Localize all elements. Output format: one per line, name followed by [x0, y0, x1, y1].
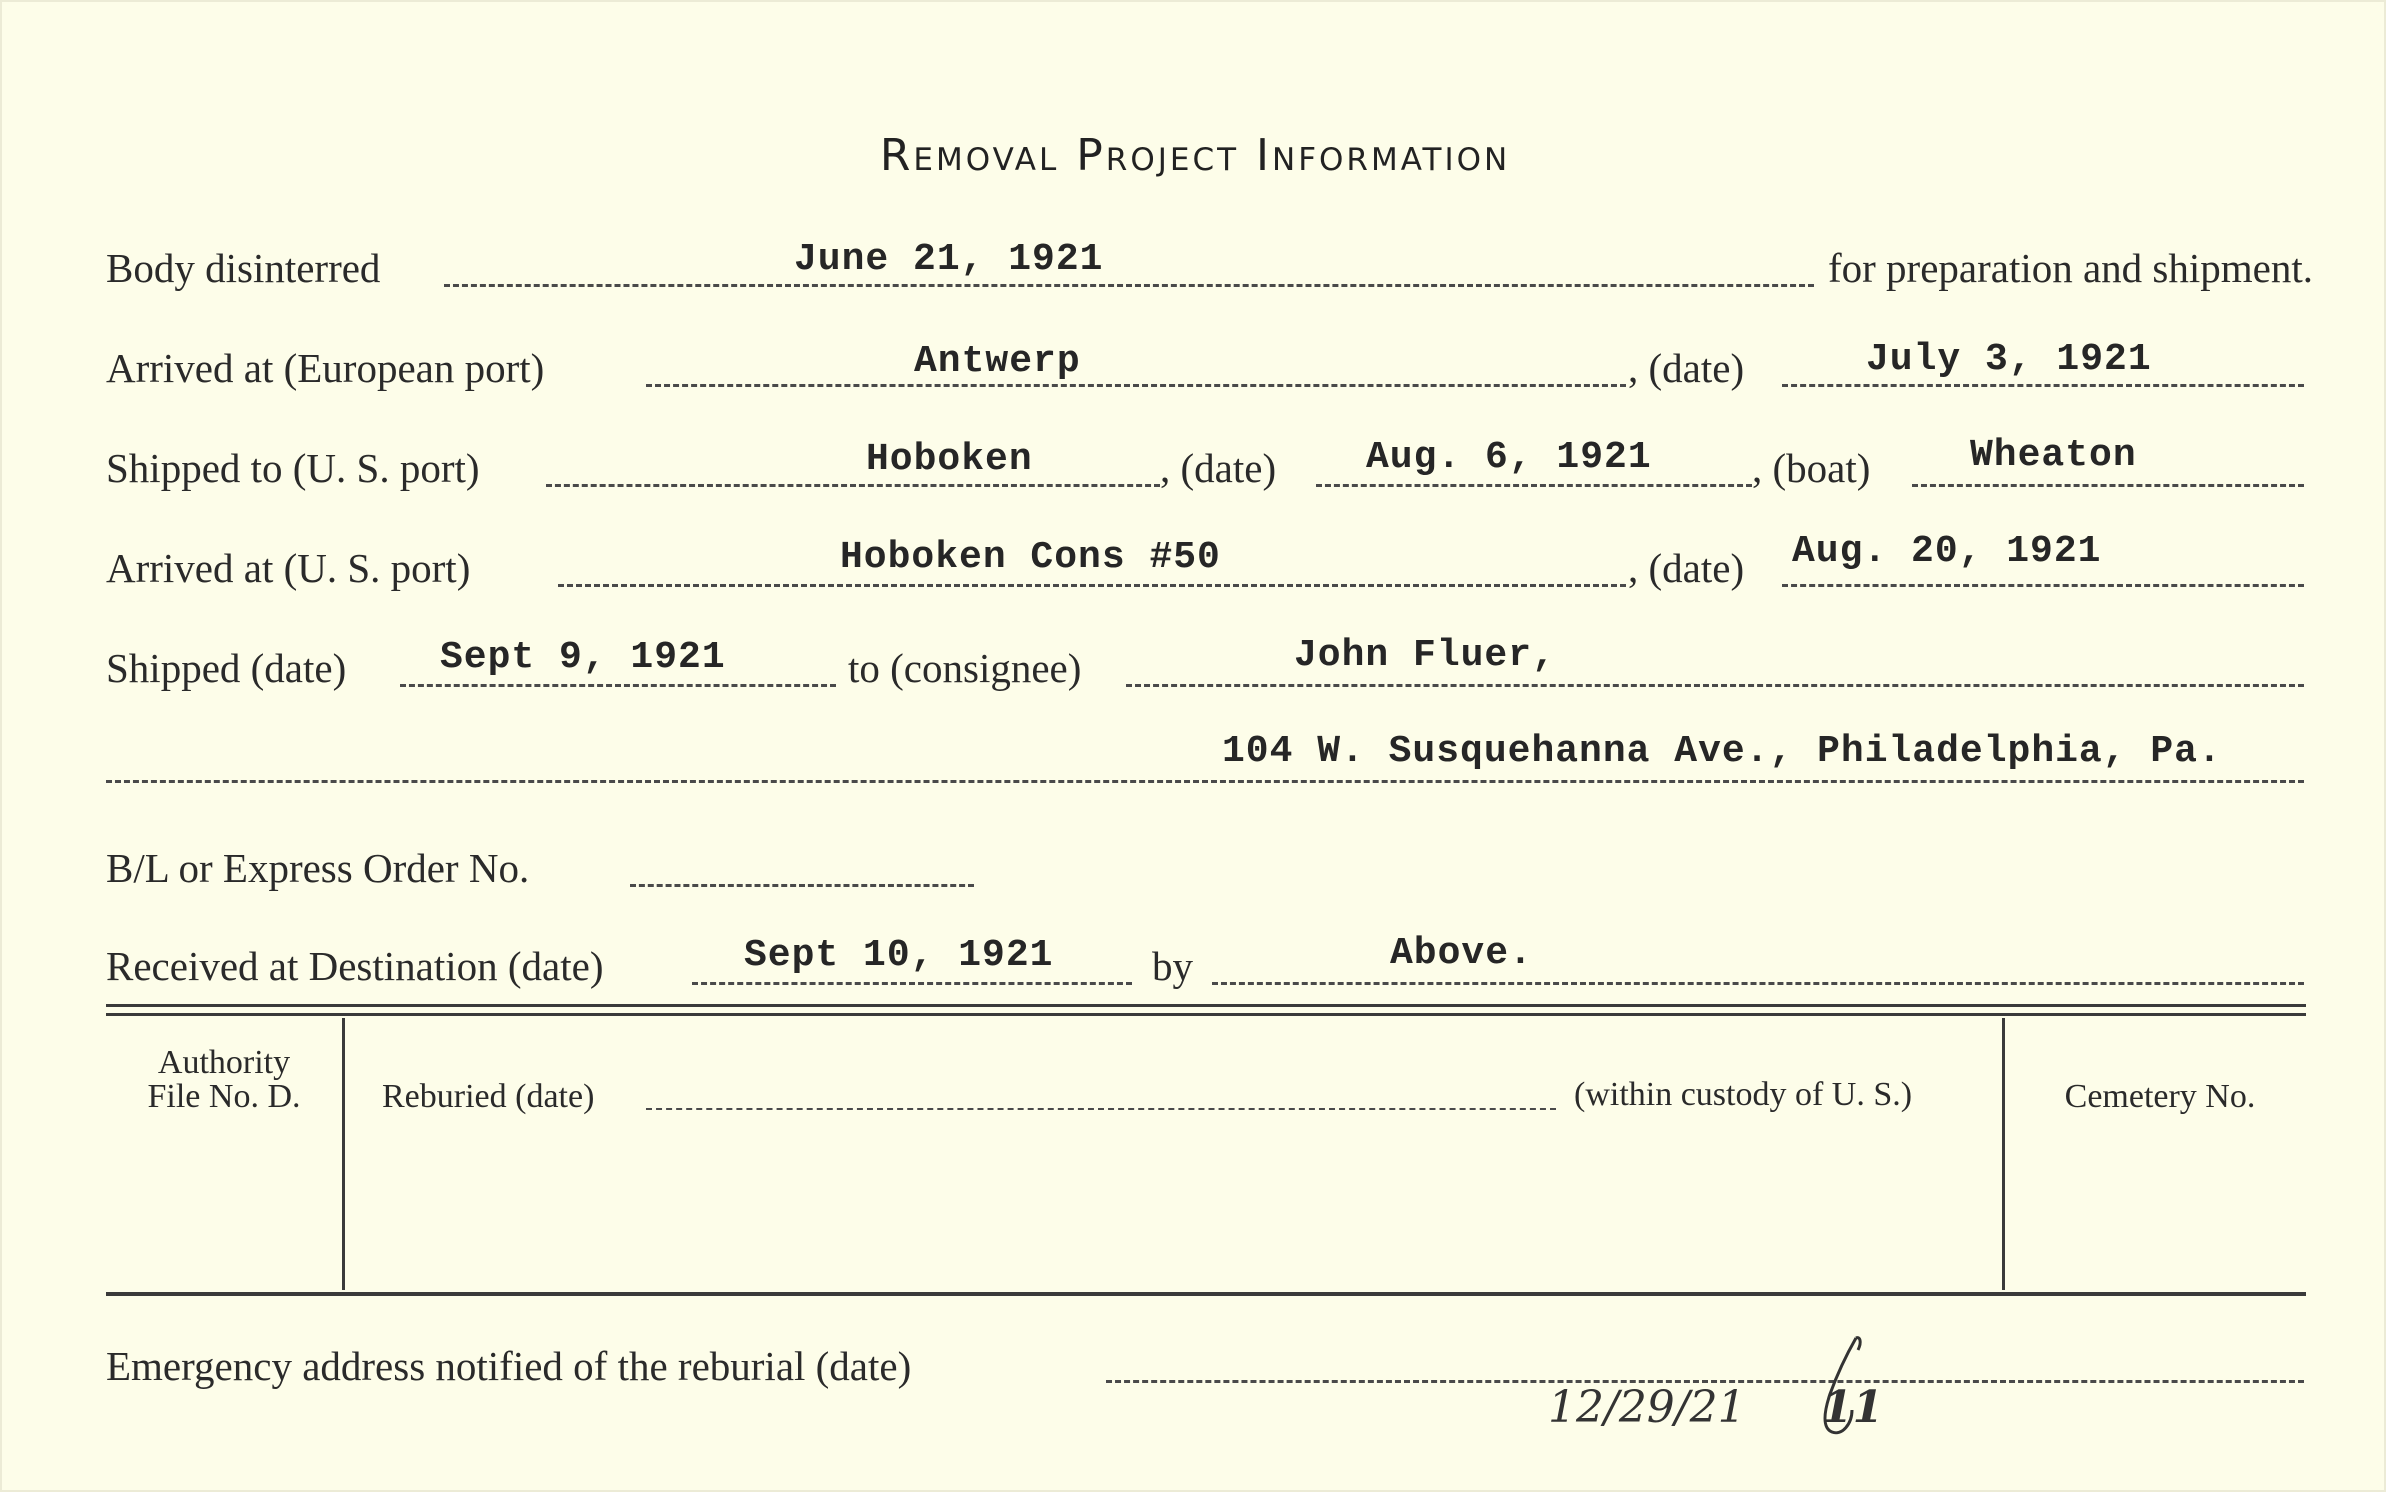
- signature-flourish: [1808, 1332, 1878, 1442]
- shipped-us-boat-label: , (boat): [1752, 445, 1871, 491]
- file-no-label: File No. D.: [147, 1078, 301, 1115]
- shipped-us-value: Hoboken: [866, 438, 1033, 481]
- initials-value: 11: [1822, 1382, 1884, 1433]
- row-arrived-us: [106, 530, 2306, 604]
- shipped-us-boat-value: Wheaton: [1970, 434, 2137, 477]
- section-divider-top: [106, 1004, 2306, 1016]
- row-shipped-us: [106, 434, 2306, 504]
- emergency-label: Emergency address notified of the reburial (date): [106, 1343, 912, 1389]
- authority-file-cell: [106, 1046, 342, 1114]
- shipped-date-value: Sept 9, 1921: [440, 636, 726, 679]
- arrived-us-label: Arrived at (U. S. port): [106, 545, 471, 591]
- shipped-us-date-label: , (date): [1160, 445, 1277, 491]
- received-by-label: by: [1152, 943, 1193, 989]
- shipped-date-label: Shipped (date): [106, 645, 347, 691]
- arrived-european-value: Antwerp: [914, 340, 1081, 383]
- form-title: Removal Project Information: [879, 130, 1511, 181]
- address-value: 104 W. Susquehanna Ave., Philadelphia, Pa.: [1222, 730, 2222, 773]
- arrived-european-line: [646, 384, 1626, 387]
- row-emergency: [106, 1342, 2306, 1402]
- reburied-line: [646, 1108, 1556, 1110]
- consignee-value: John Fluer,: [1294, 634, 1556, 677]
- consignee-label: to (consignee): [848, 645, 1082, 691]
- shipped-date-line: [400, 684, 836, 687]
- received-value: Sept 10, 1921: [744, 934, 1054, 977]
- row-received: [106, 932, 2306, 1002]
- emergency-date-value: 12/29/21: [1548, 1382, 1746, 1433]
- shipped-us-date-line: [1316, 484, 1752, 487]
- shipped-us-label: Shipped to (U. S. port): [106, 445, 480, 491]
- column-divider-left: [342, 1018, 345, 1290]
- bl-label: B/L or Express Order No.: [106, 845, 530, 891]
- shipped-us-boat-line: [1912, 484, 2304, 487]
- received-by-line: [1212, 982, 2304, 985]
- consignee-line: [1126, 684, 2304, 687]
- arrived-us-value: Hoboken Cons #50: [840, 536, 1221, 579]
- section-divider-bottom: [106, 1292, 2306, 1296]
- row-bl: [106, 844, 2306, 904]
- custody-label: (within custody of U. S.): [1574, 1076, 1913, 1113]
- arrived-european-date-line: [1782, 384, 2304, 387]
- arrived-us-line: [558, 584, 1626, 587]
- arrived-european-label: Arrived at (European port): [106, 345, 545, 391]
- arrived-european-date-label: , (date): [1628, 345, 1745, 391]
- shipped-us-line: [546, 484, 1160, 487]
- body-disinterred-suffix: for preparation and shipment.: [1828, 245, 2314, 291]
- authority-label: Authority: [157, 1044, 291, 1081]
- body-disinterred-line: [444, 284, 1814, 287]
- row-address: [106, 724, 2306, 784]
- arrived-us-date-label: , (date): [1628, 545, 1745, 591]
- row-shipped-date: [106, 634, 2306, 704]
- shipped-us-date-value: Aug. 6, 1921: [1366, 436, 1652, 479]
- reburied-label: Reburied (date): [382, 1078, 595, 1115]
- column-divider-right: [2002, 1018, 2005, 1290]
- arrived-us-date-line: [1782, 584, 2304, 587]
- received-line: [692, 982, 1132, 985]
- row-body-disinterred: [106, 238, 2314, 304]
- received-by-value: Above.: [1390, 932, 1533, 975]
- received-label: Received at Destination (date): [106, 943, 604, 989]
- arrived-european-date-value: July 3, 1921: [1866, 338, 2152, 381]
- body-disinterred-value: June 21, 1921: [794, 238, 1104, 281]
- bl-line: [630, 884, 974, 887]
- cemetery-label: Cemetery No.: [2064, 1078, 2256, 1115]
- row-arrived-european: [106, 338, 2306, 404]
- arrived-us-date-value: Aug. 20, 1921: [1792, 530, 2102, 573]
- body-disinterred-label: Body disinterred: [106, 245, 381, 291]
- address-line: [106, 780, 2304, 783]
